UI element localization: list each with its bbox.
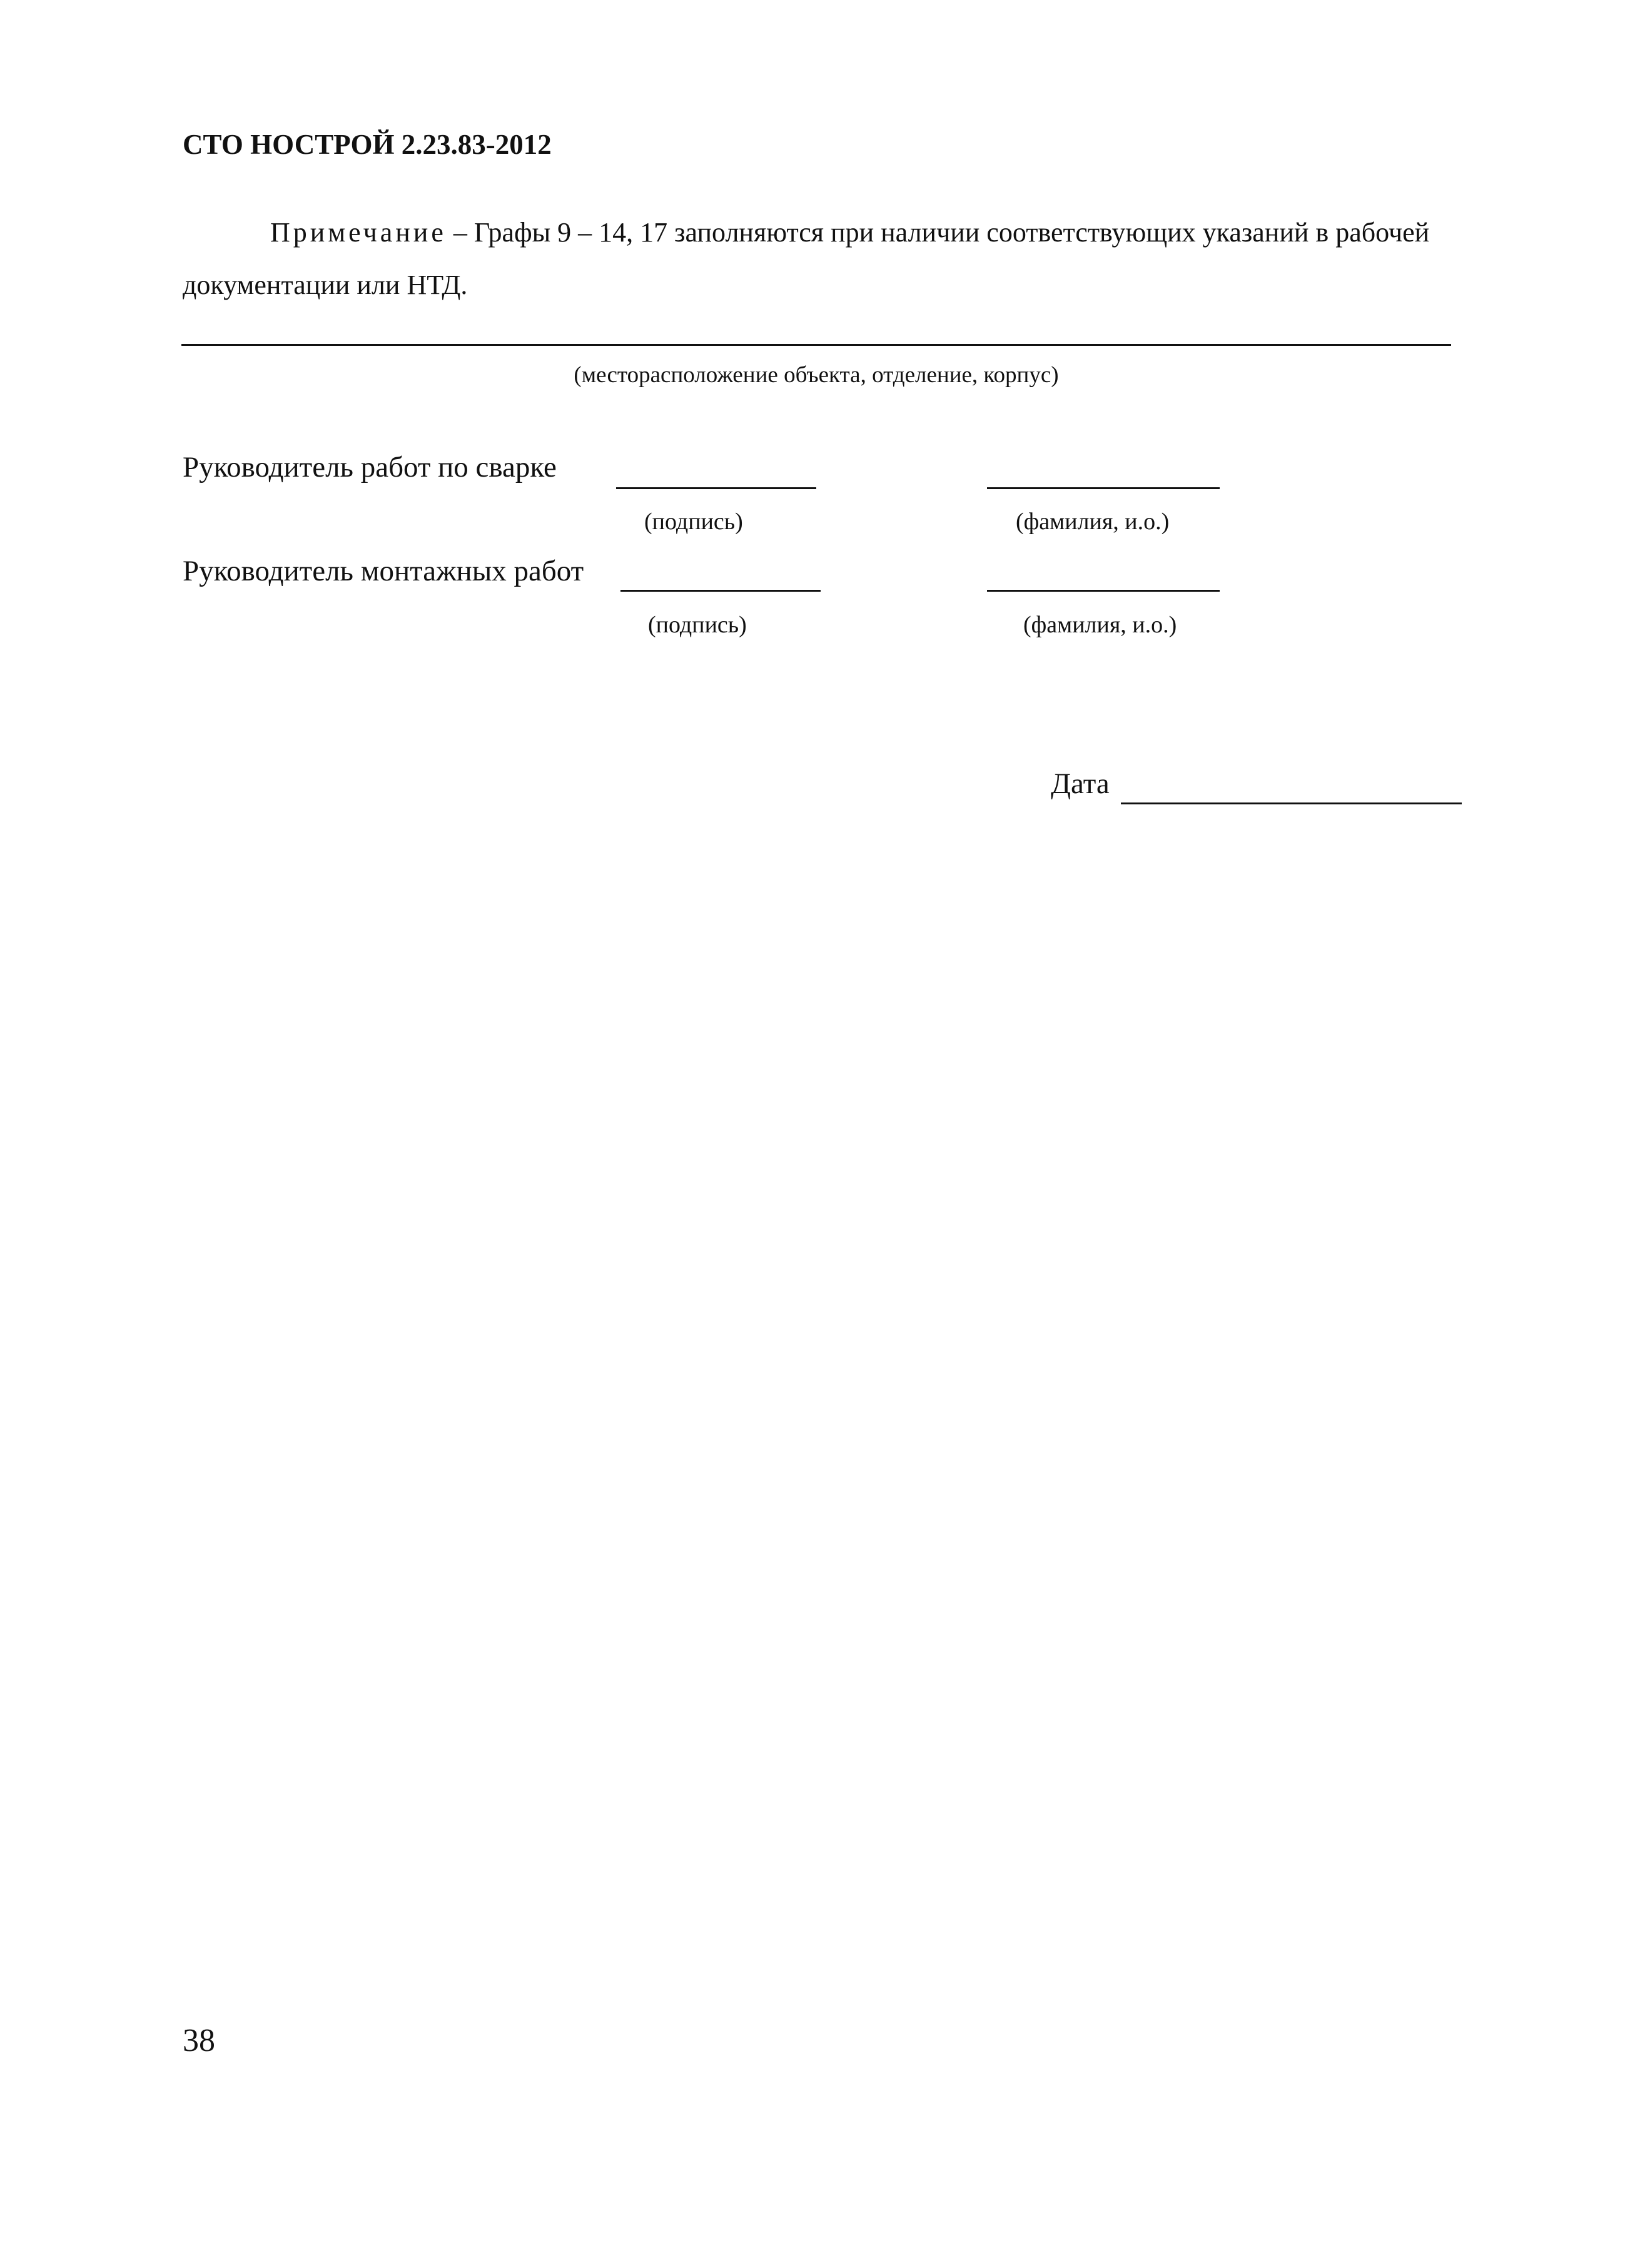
note-label: Примечание [270, 217, 447, 248]
installation-name-caption: (фамилия, и.о.) [1023, 612, 1177, 638]
document-code: СТО НОСТРОЙ 2.23.83-2012 [183, 129, 552, 160]
welding-supervisor-name-line[interactable] [987, 487, 1220, 489]
welding-supervisor-label: Руководитель работ по сварке [183, 451, 557, 483]
welding-signature-caption: (подпись) [644, 509, 743, 535]
date-fill-line[interactable] [1121, 802, 1462, 804]
welding-supervisor-signature-line[interactable] [616, 487, 816, 489]
welding-name-caption: (фамилия, и.о.) [1016, 509, 1170, 535]
installation-supervisor-signature-line[interactable] [620, 590, 821, 592]
location-fill-line[interactable] [181, 344, 1451, 346]
note-paragraph [183, 206, 1465, 311]
installation-supervisor-label: Руководитель монтажных работ [183, 555, 584, 587]
date-label: Дата [1051, 767, 1110, 800]
page-number: 38 [183, 2023, 215, 2058]
location-caption: (месторасположение объекта, отделение, корпус) [574, 362, 1059, 388]
note-text: – Графы 9 – 14, 17 заполняются при наличии соответствующих указаний в рабочей документации или НТД. [183, 217, 1430, 300]
installation-signature-caption: (подпись) [648, 612, 747, 638]
installation-supervisor-name-line[interactable] [987, 590, 1220, 592]
